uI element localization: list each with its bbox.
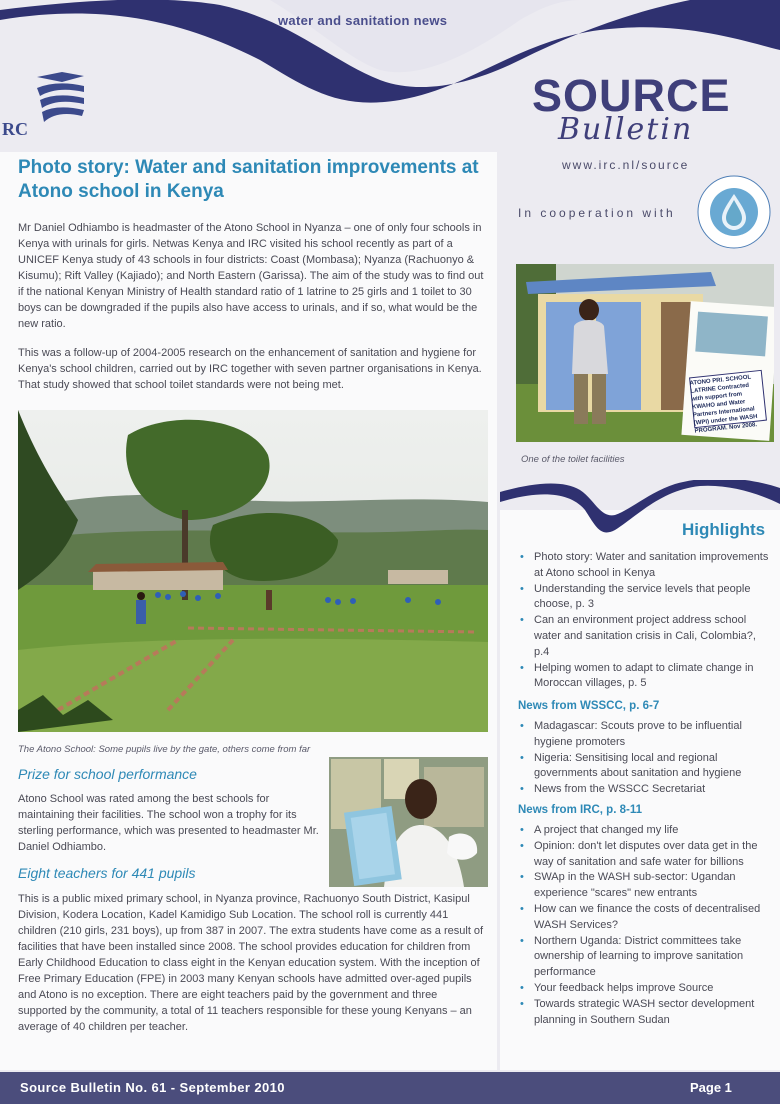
toilet-photo-caption: One of the toilet facilities [521,454,625,465]
publication-subtitle: Bulletin [558,112,694,147]
highlight-item[interactable]: • Can an environment project address school water and sanitation crisis in Cali, Colombia?, p.4 [518,613,773,660]
toilet-sign-text: ATONO PRI. SCHOOL LATRINE Contracted with support from KWAHO and Water Partners International (WPI) under the WASH PROGRAM. Nov 2008. [689,374,758,435]
footer-page-number: Page 1 [690,1080,732,1095]
section-prize-text: Atono School was rated among the best schools for maintaining their facilities. The school won a trophy for its sterling performance, which was presented to headmaster Mr. Daniel Odhiambo. [18,793,319,853]
wsscc-news-item[interactable]: • News from the WSSCC Secretariat [518,782,773,798]
irc-news-item[interactable]: • Northern Uganda: District committees take ownership of learning to improve sanitation performance [518,934,773,981]
wsscc-news-item[interactable]: • Nigeria: Sensitising local and regional governments about sanitation and hygiene [518,751,773,783]
highlights-title: Highlights [682,520,766,539]
irc-news-item[interactable]: • How can we finance the costs of decentralised WASH Services? [518,902,773,934]
section-teachers-title: Eight teachers for 441 pupils [18,865,196,881]
article-headline: Photo story: Water and sanitation improvements at Atono school in Kenya [18,157,479,202]
school-field-photo [18,410,488,732]
publication-url[interactable]: www.irc.nl/source [562,158,690,172]
irc-news-item[interactable]: • SWAp in the WASH sub-sector: Ugandan experience "scares" new entrants [518,870,773,902]
masthead-tagline: water and sanitation news [278,13,448,28]
headmaster-photo [329,757,488,887]
toilet-facility-photo [516,264,774,442]
main-photo-caption: The Atono School: Some pupils live by the gate, others come from far [18,744,311,755]
highlight-item[interactable]: • Photo story: Water and sanitation improvements at Atono school in Kenya [518,550,773,582]
irc-news-item[interactable]: • Opinion: don't let disputes over data get in the way of sanitation and safe water for billions [518,839,773,871]
irc-news-item[interactable]: • A project that changed my life [518,823,773,839]
publication-title: SOURCE [532,70,731,121]
irc-logo-text: RC [2,119,28,139]
wsscc-news-heading[interactable]: News from WSSCC, p. 6-7 [518,700,660,712]
highlights-list [518,550,773,692]
wsscc-news-list [518,719,773,798]
section-prize-title: Prize for school performance [18,766,197,782]
article-paragraph-2: This was a follow-up of 2004-2005 research on the enhancement of sanitation and hygiene for Kenya's school children, carried out by IRC together with seven partner organisations in Kenya. That study showed that school toilet standards were not being met. [18,347,482,391]
wsscc-news-item[interactable]: • Madagascar: Scouts prove to be influential hygiene promoters [518,719,773,751]
wsscc-logo-icon [694,172,774,252]
irc-news-list [518,823,773,1028]
cooperation-label: In cooperation with [518,206,676,220]
irc-news-heading[interactable]: News from IRC, p. 8-11 [518,804,642,816]
highlight-item[interactable]: • Helping women to adapt to climate change in Moroccan villages, p. 5 [518,661,773,693]
footer-issue: Source Bulletin No. 61 - September 2010 [20,1080,285,1095]
irc-news-item[interactable]: • Towards strategic WASH sector development planning in Southern Sudan [518,997,773,1029]
irc-news-item[interactable]: • Your feedback helps improve Source [518,981,773,997]
article-paragraph-1: Mr Daniel Odhiambo is headmaster of the Atono School in Nyanza – one of only four schools in Kenya with urinals for girls. Netwas Kenya and IRC visited his school recently as part of a UNICEF Kenya study of 43 schools in four districts: Coast (Mombasa); Nyanza (Rachuonyo & Kisumu); Rift Valley (Kajiado); and North Eastern (Garissa). The aim of the study was to find out if the national Kenyan Ministry of Health standard ratio of 1 latrine to 25 girls and 1 toilet to 30 boys can be downgraded if the pupils also have access to urinals, and if so, what would be the new ratio. [18,222,484,330]
section-teachers-text: This is a public mixed primary school, in Nyanza province, Rachuonyo South District, Kasipul Division, Kodera Location, Kadel Kamidigo Sub Location. The school roll is currently 441 children (210 girls, 231 boys), up from 387 in 2007. The extra students have come as a result of facilities that have been installed since 2008. The school provides education for children from Early Childhood Education to class eight in the Kenyan education system. With the inception of Free Primary Education (FPE) in 2003 many Kenyan schools have admitted over-aged pupils and Atono is no exception. There are eight teachers paid by the government and three supported by the community, a total of 11 teachers responsible for these young Kenyans – an average of 40 children per teacher. [18,893,484,1033]
highlight-item[interactable]: • Understanding the service levels that people choose, p. 3 [518,582,773,614]
